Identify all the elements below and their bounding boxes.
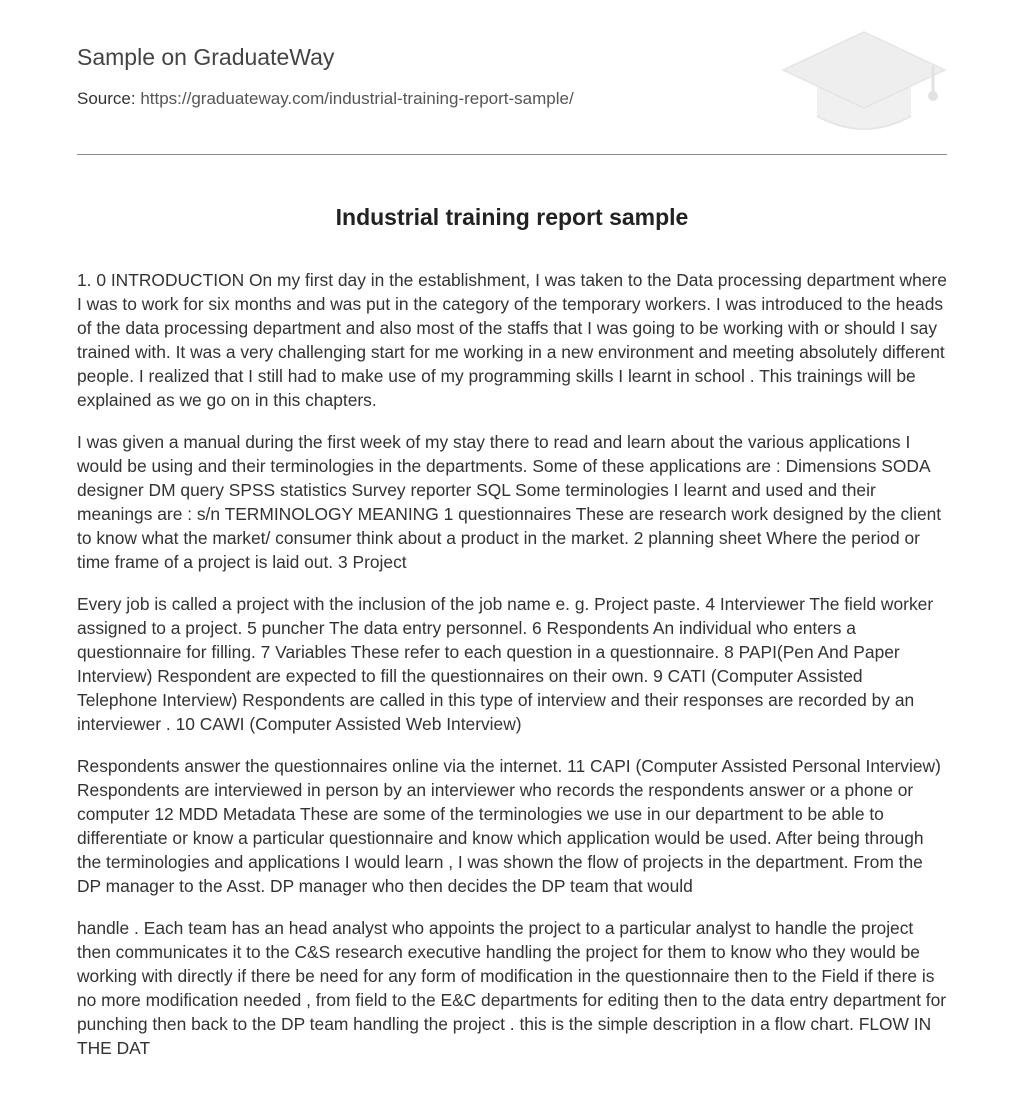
site-title: Sample on GraduateWay [77, 44, 335, 70]
document-title: Industrial training report sample [335, 204, 689, 230]
paragraph: I was given a manual during the first week of my stay there to read and learn about the various applications I would be using and their terminologies in the departments. Some of these applications are : Dimensions SODA designer DM query SPSS statistics Survey reporter SQL Some terminologies I learnt and used and their meanings are : s/n TERMINOLOGY MEANING 1 questionnaires These are research work designed by the client to know what the market/ consumer think about a product in the market. 2 planning sheet Where the period or time frame of a project is laid out. 3 Project [77, 432, 942, 572]
paragraph: Respondents answer the questionnaires online via the internet. 11 CAPI (Computer Assisted Personal Interview) Respondents are interviewed in person by an interviewer who records the respondents answer or a phone or computer 12 MDD Metadata These are some of the terminologies we use in our department to be able to differentiate or know a particular questionnaire and know which application would be used. After being through the terminologies and applications I would learn , I was shown the flow of projects in the department. From the DP manager to the Asst. DP manager who then decides the DP team that would [77, 756, 941, 896]
source-label: Source: [77, 89, 136, 108]
source-line [77, 89, 574, 109]
header-divider [77, 154, 947, 155]
document-body [77, 268, 947, 1078]
graduation-cap-icon [781, 30, 947, 134]
page-header [77, 0, 947, 156]
paragraph: handle . Each team has an head analyst who appoints the project to a particular analyst to handle the project then communicates it to the C&S research executive handling the project for them to know who they would be working with directly if there be need for any form of modification in the questionnaire then to the Field if there is no more modification needed , from field to the E&C departments for editing then to the data entry department for punching then back to the DP team handling the project . this is the simple description in a flow chart. FLOW IN THE DAT [77, 918, 947, 1058]
paragraph: 1. 0 INTRODUCTION On my first day in the establishment, I was taken to the Data processing department where I was to work for six months and was put in the category of the temporary workers. I was introduced to the heads of the data processing department and also most of the staffs that I was going to be working with or should I say trained with. It was a very challenging start for me working in a new environment and meeting absolutely different people. I realized that I still had to make use of my programming skills I learnt in school . This trainings will be explained as we go on in this chapters. [77, 270, 947, 410]
paragraph: Every job is called a project with the inclusion of the job name e. g. Project paste. 4 Interviewer The field worker assigned to a project. 5 puncher The data entry personnel. 6 Respondents An individual who enters a questionnaire for filling. 7 Variables These refer to each question in a questionnaire. 8 PAPI(Pen And Paper Interview) Respondent are expected to fill the questionnaires on their own. 9 CATI (Computer Assisted Telephone Interview) Respondents are called in this type of interview and their responses are recorded by an interviewer . 10 CAWI (Computer Assisted Web Interview) [77, 594, 934, 734]
source-link[interactable]: https://graduateway.com/industrial-training-report-sample/ [140, 89, 574, 108]
